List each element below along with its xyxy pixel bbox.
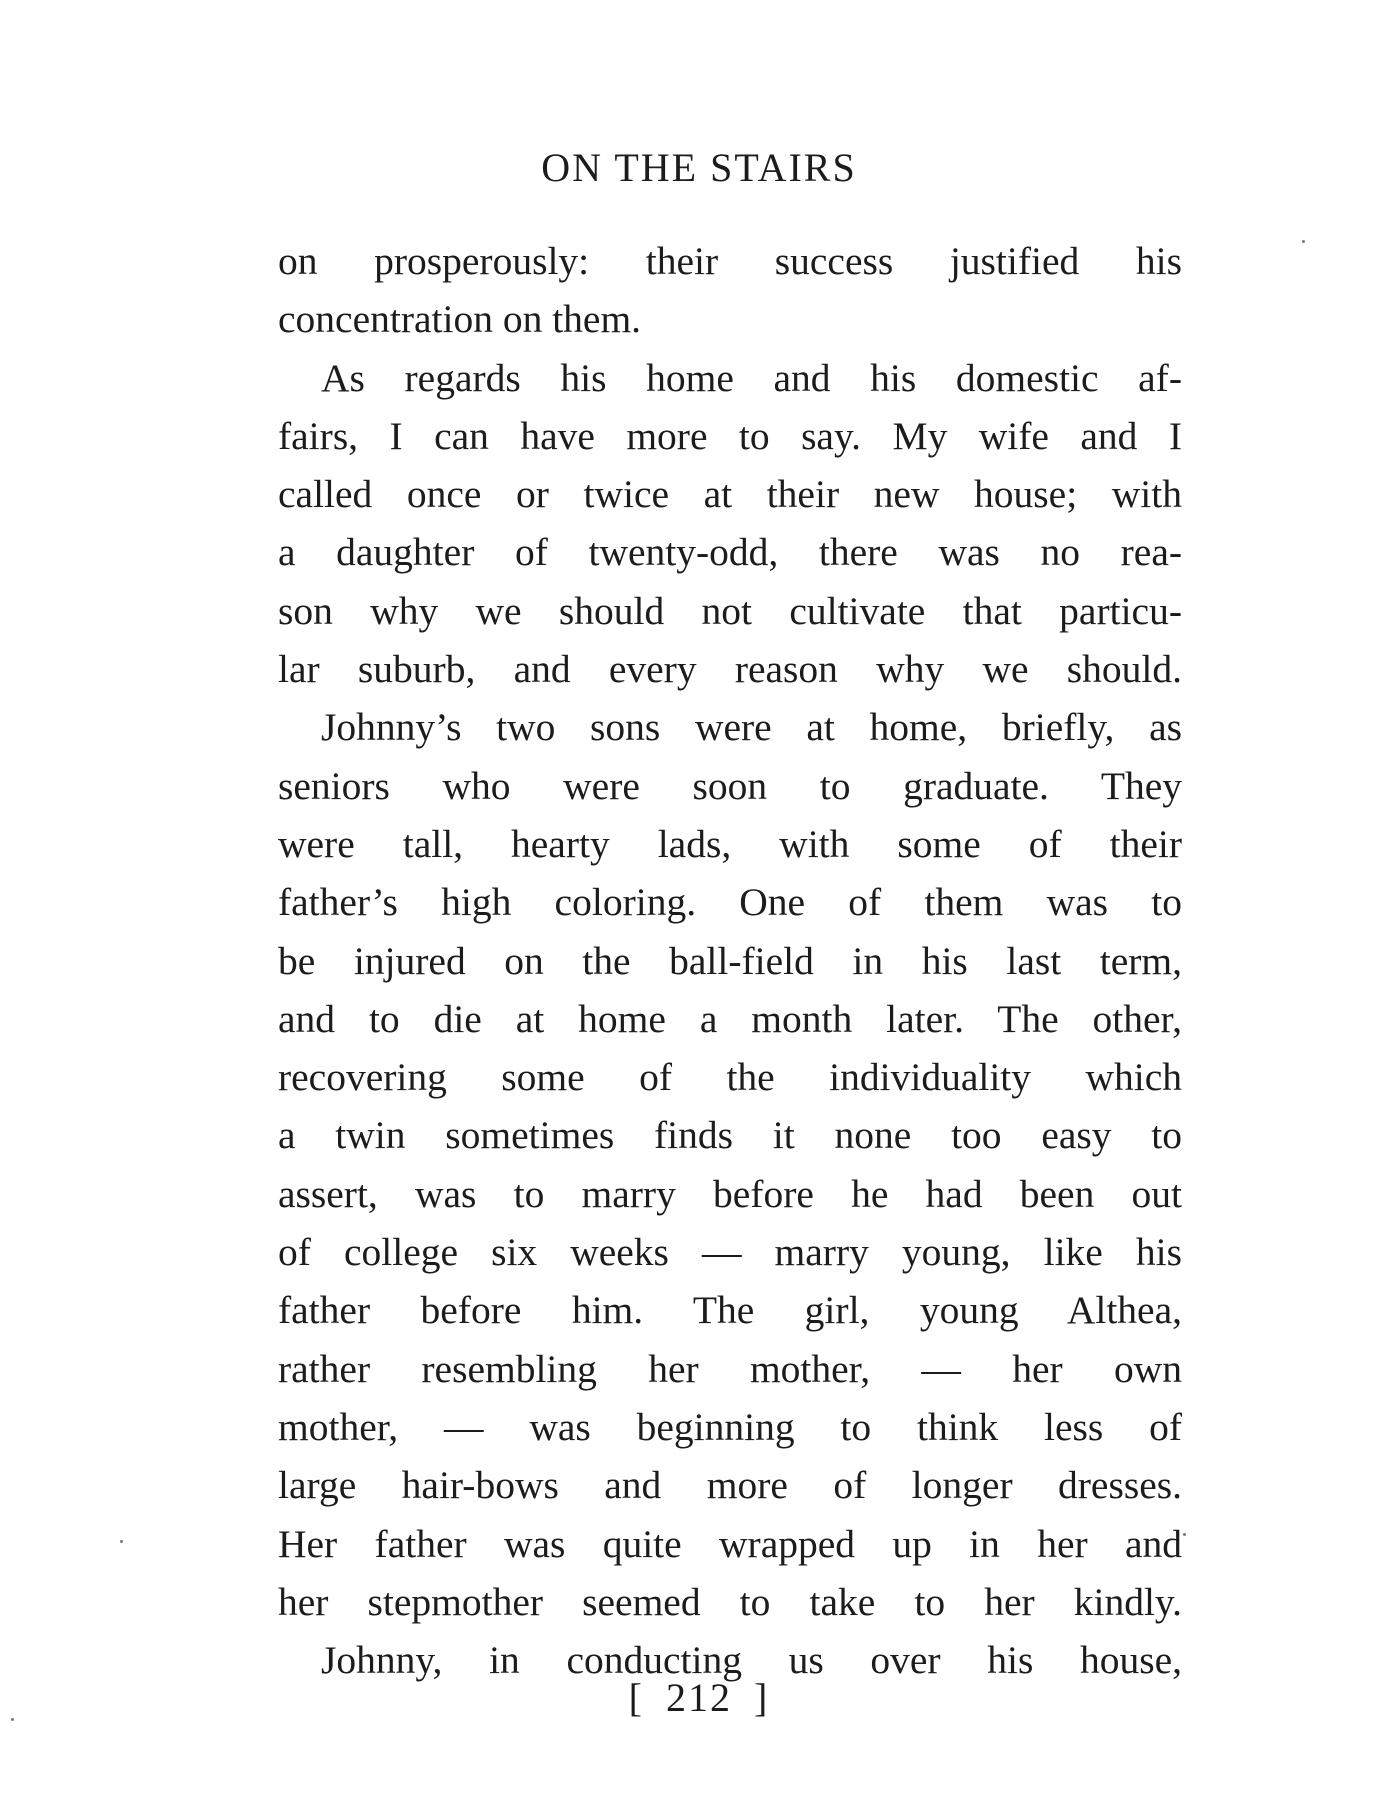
text-line: of college six weeks — marry young, like his	[278, 1230, 1182, 1275]
text-line: Johnny’s two sons were at home, briefly, as	[321, 705, 1182, 750]
text-line: fairs, I can have more to say. My wife and I	[278, 413, 1182, 458]
text-line: rather resembling her mother, — her own	[278, 1346, 1182, 1391]
text-line: recovering some of the individuality which	[278, 1055, 1182, 1100]
scan-speck	[120, 1540, 123, 1543]
scan-speck	[11, 1718, 14, 1721]
text-line: were tall, hearty lads, with some of their	[278, 821, 1182, 866]
text-line: assert, was to marry before he had been out	[278, 1171, 1182, 1216]
text-line: be injured on the ball-field in his last term,	[278, 938, 1182, 983]
page-number	[0, 1673, 1398, 1723]
text-line: her stepmother seemed to take to her kindly.	[278, 1579, 1182, 1624]
text-line: a daughter of twenty-odd, there was no rea-	[278, 530, 1182, 575]
text-line: seniors who were soon to graduate. They	[278, 763, 1182, 808]
text-line: and to die at home a month later. The other,	[278, 996, 1182, 1041]
text-line: mother, — was beginning to think less of	[278, 1404, 1182, 1449]
running-head: ON THE STAIRS	[541, 145, 857, 190]
text-line: on prosperously: their success justified his	[278, 239, 1182, 283]
text-line: called once or twice at their new house; with	[278, 472, 1182, 517]
scan-speck	[1183, 1533, 1186, 1536]
text-line: father before him. The girl, young Althea,	[278, 1288, 1182, 1333]
body-text	[278, 232, 1182, 1689]
text-line: a twin sometimes finds it none too easy to	[278, 1113, 1182, 1158]
text-line: As regards his home and his domestic af-	[321, 355, 1182, 400]
text-line: father’s high coloring. One of them was to	[278, 880, 1182, 925]
text-line: Johnny, in conducting us over his house,	[321, 1638, 1182, 1683]
text-line: son why we should not cultivate that particu-	[278, 588, 1182, 633]
folio-number: 212	[666, 1675, 732, 1720]
text-line: concentration on them.	[278, 297, 642, 342]
text-line: Her father was quite wrapped up in her and	[278, 1521, 1182, 1566]
scan-speck	[1302, 240, 1305, 243]
text-line: large hair-bows and more of longer dresses.	[278, 1463, 1182, 1508]
folio-close-bracket: ]	[754, 1675, 770, 1720]
folio-open-bracket: [	[628, 1675, 644, 1720]
text-line: lar suburb, and every reason why we should.	[278, 647, 1182, 692]
